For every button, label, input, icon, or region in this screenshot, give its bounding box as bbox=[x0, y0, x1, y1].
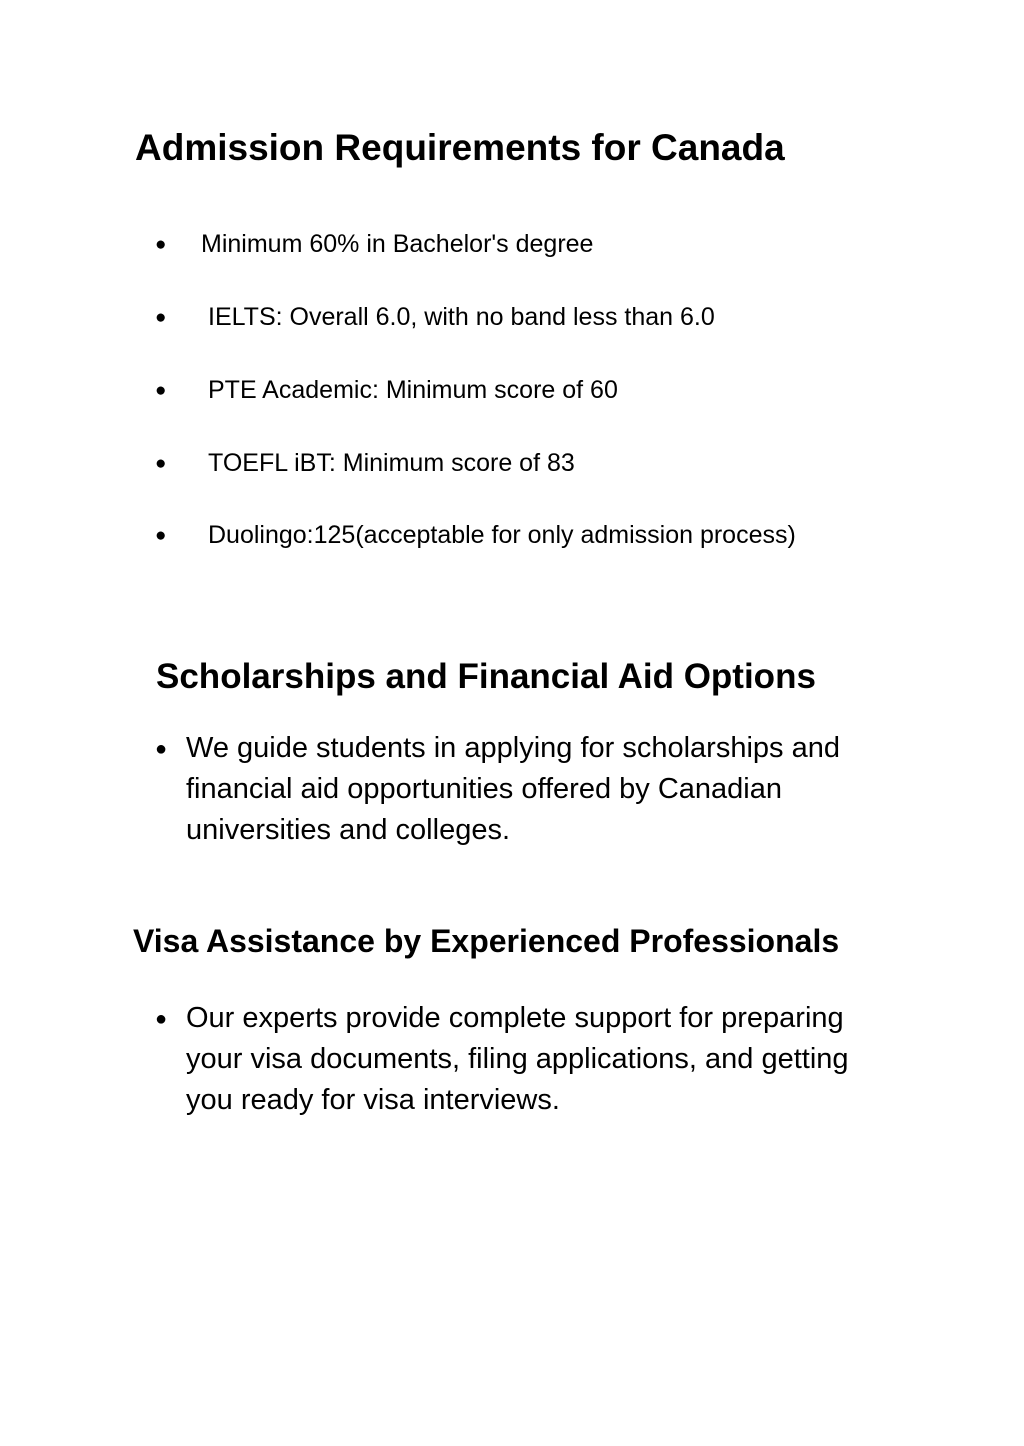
list-item-text: TOEFL iBT: Minimum score of 83 bbox=[208, 449, 575, 477]
section-title-scholarships: Scholarships and Financial Aid Options bbox=[156, 657, 816, 696]
bullet-icon: ● bbox=[155, 380, 167, 401]
list-item-text: IELTS: Overall 6.0, with no band less than 6.0 bbox=[208, 303, 715, 331]
list-item-line: universities and colleges. bbox=[186, 814, 511, 846]
list-item-text: Duolingo:125(acceptable for only admission process) bbox=[208, 521, 796, 549]
list-item-line: financial aid opportunities offered by Canadian bbox=[186, 773, 782, 805]
list-item-line: Our experts provide complete support for preparing bbox=[186, 1002, 844, 1034]
list-item-line: your visa documents, filing applications, and getting bbox=[186, 1043, 849, 1075]
section-title-visa: Visa Assistance by Experienced Professionals bbox=[133, 923, 840, 959]
bullet-icon: ● bbox=[155, 1008, 168, 1030]
bullet-icon: ● bbox=[155, 453, 167, 474]
list-item-text: Minimum 60% in Bachelor's degree bbox=[201, 230, 594, 258]
list-item-text: PTE Academic: Minimum score of 60 bbox=[208, 376, 618, 404]
list-item-line: We guide students in applying for scholarships and bbox=[186, 732, 840, 764]
bullet-icon: ● bbox=[155, 307, 167, 328]
bullet-icon: ● bbox=[155, 525, 167, 546]
bullet-icon: ● bbox=[155, 234, 167, 255]
bullet-icon: ● bbox=[155, 738, 168, 760]
section-title-admission: Admission Requirements for Canada bbox=[135, 127, 785, 168]
list-item-line: you ready for visa interviews. bbox=[186, 1084, 560, 1116]
